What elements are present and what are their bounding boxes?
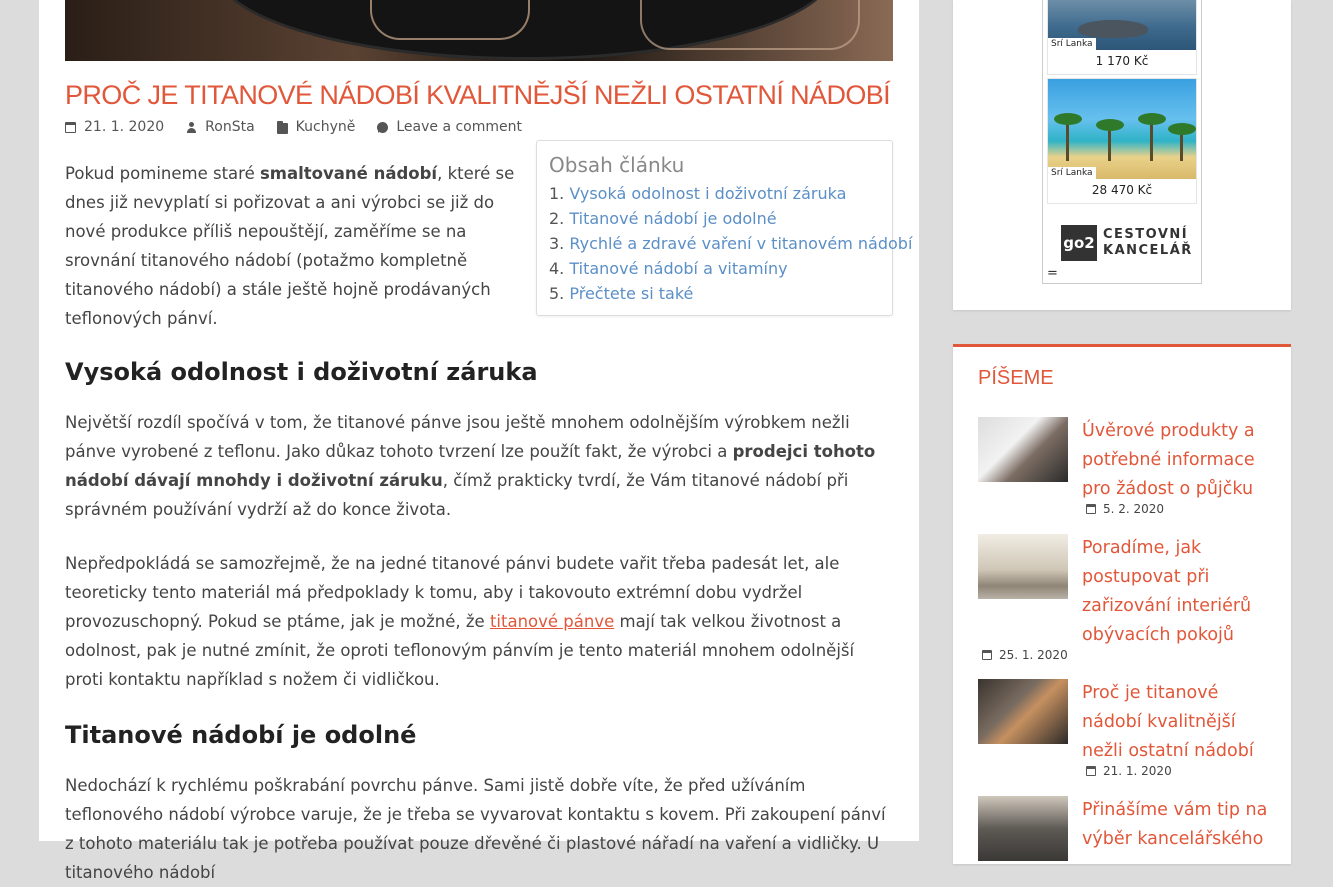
toc-link[interactable]: Vysoká odolnost i doživotní záruka — [569, 184, 847, 203]
post-title: PROČ JE TITANOVÉ NÁDOBÍ KVALITNĚJŠÍ NEŽLI OSTATNÍ NÁDOBÍ — [65, 80, 891, 110]
ad-widget — [953, 0, 1291, 310]
post-thumbnail[interactable] — [978, 417, 1068, 482]
post-date: 25. 1. 2020 — [982, 648, 1068, 662]
post-date: 21. 1. 2020 — [1086, 764, 1172, 778]
leave-comment-link[interactable]: Leave a comment — [377, 119, 522, 135]
post-link[interactable]: Přinášíme vám tip na výběr kancelářského — [1082, 800, 1268, 849]
toc-item: 1. Vysoká odolnost i doživotní záruka — [549, 184, 847, 203]
toc-item: 5. Přečtete si také — [549, 284, 694, 303]
paragraph: Nedochází k rychlému poškrabání povrchu pánve. Sami jistě dobře víte, že před užíváním teflonového nádobí výrobce varuje, že je třeba se vyvarovat kontaktu s kovem. Při zakoupení pánví z tohoto materiálu tak je potřeba používat pouze dřevěné či plastové nářadí na vaření a vidličky. U titanového nádobí — [65, 776, 886, 882]
user-icon — [186, 122, 197, 133]
section-heading: Titanové nádobí je odolné — [65, 721, 417, 749]
whale-image: Srí Lanka — [1048, 0, 1196, 50]
toc-link[interactable]: Rychlé a zdravé vaření v titanovém nádobí — [569, 234, 913, 253]
table-of-contents — [536, 140, 913, 316]
toc-item: 4. Titanové nádobí a vitamíny — [549, 259, 788, 278]
post-date[interactable]: 21. 1. 2020 — [65, 119, 164, 135]
toc-link[interactable]: Titanové nádobí a vitamíny — [569, 259, 788, 278]
ad-price: 1 170 Kč — [1095, 54, 1149, 68]
ad-tile[interactable] — [1047, 78, 1197, 204]
paragraph: Nepředpokládá se samozřejmě, že na jedné titanové pánvi budete vařit třeba padesát let, ale teoreticky tento materiál má předpoklady k tomu, aby i takovouto extrémní dobu vydržel provozuschopný. Pokud se ptáme, jak je možné, že titanové pánve mají tak velkou životnost a odolnost, pak je nutné zmínit, že oproti teflonovým pánvím je tento materiál mnohem odolnější proti kontaktu například s nožem či vidličkou. — [65, 554, 855, 689]
paragraph: Největší rozdíl spočívá v tom, že titanové pánve jsou ještě mnohem odolnějším výrobkem nežli pánve vyrobené z teflonu. Jako důkaz tohoto tvrzení lze použít fakt, že výrobci a prodejci tohoto nádobí dávají mnohdy i doživotní záruku, čímž prakticky tvrdí, že Vám titanové nádobí při správném používání vydrží až do konce života. — [65, 413, 876, 519]
ad-tile[interactable] — [1047, 0, 1197, 75]
post-meta — [65, 119, 544, 135]
travel-ad[interactable] — [1042, 0, 1202, 284]
post-link[interactable]: Úvěrové produkty a potřebné informace pro žádost o půjčku — [1082, 421, 1255, 499]
post-thumbnail[interactable] — [978, 796, 1068, 861]
widget-title: PÍŠEME — [978, 367, 1054, 389]
folder-icon — [277, 123, 288, 134]
toc-title: Obsah článku — [549, 153, 685, 177]
intro-paragraph: Pokud pomineme staré smaltované nádobí, které se dnes již nevyplatí si pořizovat a ani výrobci se již do nové produkce příliš nepouštějí, zaměříme se na srovnání titanového nádobí (potažmo kompletně titanového nádobí) a stále ještě hojně prodávaných teflonových pánví. — [65, 164, 515, 328]
go2-logo[interactable]: go2 CESTOVNÍ KANCELÁŘ — [1061, 225, 1193, 261]
toc-link[interactable]: Přečtete si také — [569, 284, 694, 303]
titanove-panve-link[interactable]: titanové pánve — [489, 612, 615, 631]
toc-item: 3. Rychlé a zdravé vaření v titanovém nádobí — [549, 234, 913, 253]
toc-item: 2. Titanové nádobí je odolné — [549, 209, 777, 228]
calendar-icon — [1086, 766, 1096, 776]
ad-menu-icon[interactable]: = — [1047, 266, 1058, 281]
ad-price: 28 470 Kč — [1091, 183, 1153, 197]
comment-icon — [377, 122, 388, 133]
post-category[interactable]: Kuchyně — [277, 119, 356, 135]
post-thumbnail[interactable] — [978, 679, 1068, 744]
post-thumbnail[interactable] — [978, 534, 1068, 599]
post-link[interactable]: Poradíme, jak postupovat při zařizování interiérů obývacích pokojů — [1082, 538, 1252, 645]
toc-link[interactable]: Titanové nádobí je odolné — [569, 209, 777, 228]
calendar-icon — [982, 650, 992, 660]
featured-image — [65, 0, 893, 61]
beach-image: Srí Lanka — [1048, 79, 1196, 179]
section-heading: Vysoká odolnost i doživotní záruka — [65, 358, 538, 386]
calendar-icon — [1086, 504, 1096, 514]
post-author[interactable]: RonSta — [186, 119, 255, 135]
recent-posts-widget — [953, 344, 1291, 864]
post-date: 5. 2. 2020 — [1086, 502, 1164, 516]
calendar-icon — [65, 122, 76, 133]
main-content — [39, 0, 919, 882]
post-link[interactable]: Proč je titanové nádobí kvalitnější nežli ostatní nádobí — [1082, 683, 1254, 761]
